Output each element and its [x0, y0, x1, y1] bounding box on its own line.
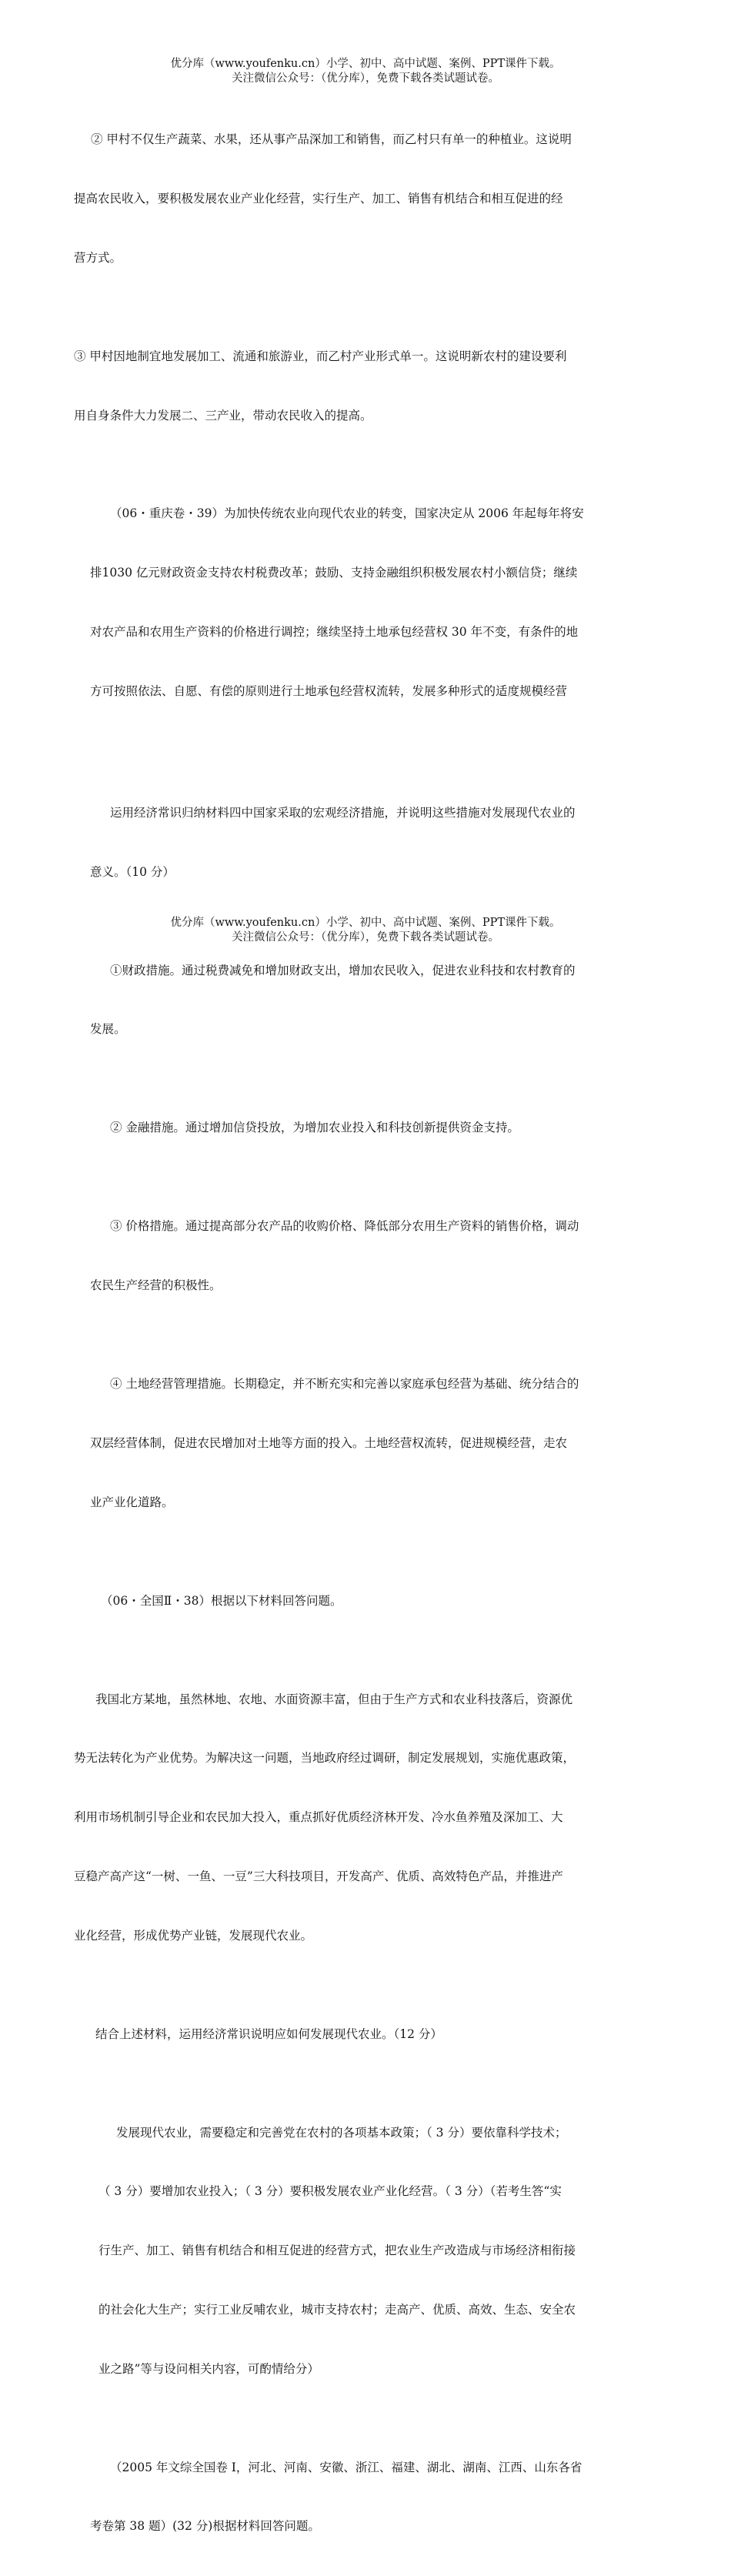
text-line: （ 3 分）要增加农业投入；（ 3 分）要积极发展农业产业化经营。（ 3 分）（若考生答“实: [98, 2184, 562, 2199]
text-line: 用自身条件大力发展二、三产业，带动农民收入的提高。: [74, 408, 372, 423]
answer-land-measures: [0, 1335, 731, 1552]
footer-line-1: 优分库（www.youfenku.cn）小学、初中、高中试题、案例、PPT课件下载。: [170, 917, 561, 929]
page-footer: [0, 916, 731, 945]
text-line: 结合上述材料，运用经济常识说明应如何发展现代农业。（12 分）: [95, 2026, 442, 2041]
answer-fiscal-measures: [0, 921, 731, 1079]
text-line: （06・全国Ⅱ・38）根据以下材料回答问题。: [101, 1593, 342, 1608]
text-line: 利用市场机制引导企业和农民加大投入，重点抓好优质经济林开发、冷水鱼养殖及深加工、大: [74, 1810, 563, 1825]
text-line: 对农产品和农用生产资料的价格进行调控；继续坚持土地承包经营权 30 年不变，有条件的地: [90, 625, 579, 640]
paragraph-national-ii-question: [0, 1552, 731, 1650]
paragraph-question-12pts: [0, 1985, 731, 2083]
paragraph-2005-question: [0, 2418, 731, 2576]
text-line: 业之路”等与设问相关内容，可酌情给分）: [98, 2361, 319, 2376]
answer-financial-measures: [0, 1079, 731, 1178]
text-line: 豆稳产高产这“一树、一鱼、一豆”三大科技项目，开发高产、优质、高效特色产品，并推进产: [74, 1869, 563, 1883]
document-body: [0, 91, 731, 2576]
text-line: （06・重庆卷・39）为加快传统农业向现代农业的转变，国家决定从 2006 年起每年将安: [110, 506, 584, 521]
text-line: 方可按照依法、自愿、有偿的原则进行土地承包经营权流转，发展多种形式的适度规模经营: [90, 683, 568, 698]
text-line: ③ 甲村因地制宜地发展加工、流通和旅游业，而乙村产业形式单一。这说明新农村的建设要利: [74, 349, 567, 363]
text-line: 运用经济常识归纳材料四中国家采取的宏观经济措施，并说明这些措施对发展现代农业的: [110, 805, 576, 820]
header-line-2: 关注微信公众号：（优分库），免费下载各类试题试卷。: [232, 72, 499, 85]
text-line: 考卷第 38 题）(32 分)根据材料回答问题。: [90, 2519, 320, 2534]
paragraph-village-a-tourism: [0, 308, 731, 466]
text-line: 农民生产经营的积极性。: [90, 1278, 222, 1293]
text-line: 提高农民收入，要积极发展农业产业化经营，实行生产、加工、销售有机结合和相互促进的经: [74, 191, 563, 205]
paragraph-question-prompt: [0, 764, 731, 922]
text-line: 势无法转化为产业优势。为解决这一问题，当地政府经过调研，制定发展规划，实施优惠政策，: [74, 1751, 576, 1766]
answer-price-measures: [0, 1178, 731, 1335]
text-line: ② 金融措施。通过增加信贷投放，为增加农业投入和科技创新提供资金支持。: [110, 1121, 519, 1135]
text-line: 意义。（10 分）: [90, 864, 175, 879]
answer-modern-agriculture: [0, 2083, 731, 2418]
text-line: 双层经营体制，促进农民增加对土地等方面的投入。土地经营权流转，促进规模经营，走农: [90, 1435, 568, 1450]
page-header: [0, 57, 731, 86]
paragraph-material: [0, 1650, 731, 1985]
text-line: 发展现代农业，需要稳定和完善党在农村的各项基本政策；（ 3 分）要依靠科学技术；: [116, 2125, 567, 2140]
text-line: ④ 土地经营管理措施。长期稳定，并不断充实和完善以家庭承包经营为基础、统分结合的: [110, 1377, 579, 1391]
paragraph-village-a-processing: [0, 91, 731, 308]
text-line: 业产业化道路。: [90, 1495, 174, 1509]
header-line-1: 优分库（www.youfenku.cn）小学、初中、高中试题、案例、PPT课件下载。: [170, 58, 561, 70]
text-line: ③ 价格措施。通过提高部分农产品的收购价格、降低部分农用生产资料的销售价格，调动: [110, 1219, 579, 1234]
text-line: 的社会化大生产；实行工业反哺农业，城市支持农村；走高产、优质、高效、生态、安全农: [98, 2302, 576, 2317]
paragraph-chongqing-question: [0, 465, 731, 740]
text-line: 业化经营，形成优势产业链，发展现代农业。: [74, 1928, 313, 1943]
footer-line-2: 关注微信公众号：（优分库），免费下载各类试题试卷。: [232, 931, 499, 944]
text-line: 发展。: [90, 1022, 126, 1037]
text-line: （2005 年文综全国卷 I，河北、河南、安徽、浙江、福建、湖北、湖南、江西、山东各省: [110, 2460, 582, 2474]
text-line: ② 甲村不仅生产蔬菜、水果，还从事产品深加工和销售，而乙村只有单一的种植业。这说明: [91, 132, 572, 147]
text-line: 行生产、加工、销售有机结合和相互促进的经营方式，把农业生产改造成与市场经济相衔接: [98, 2244, 576, 2258]
text-line: ①财政措施。通过税费减免和增加财政支出，增加农民收入，促进农业科技和农村教育的: [110, 963, 576, 977]
text-line: 营方式。: [74, 250, 122, 265]
blank-gap: [0, 741, 731, 764]
text-line: 我国北方某地，虽然林地、农地、水面资源丰富，但由于生产方式和农业科技落后，资源优: [95, 1692, 573, 1706]
text-line: 排1030 亿元财政资金支持农村税费改革；鼓励、支持金融组织积极发展农村小额信贷；继续: [90, 566, 578, 580]
